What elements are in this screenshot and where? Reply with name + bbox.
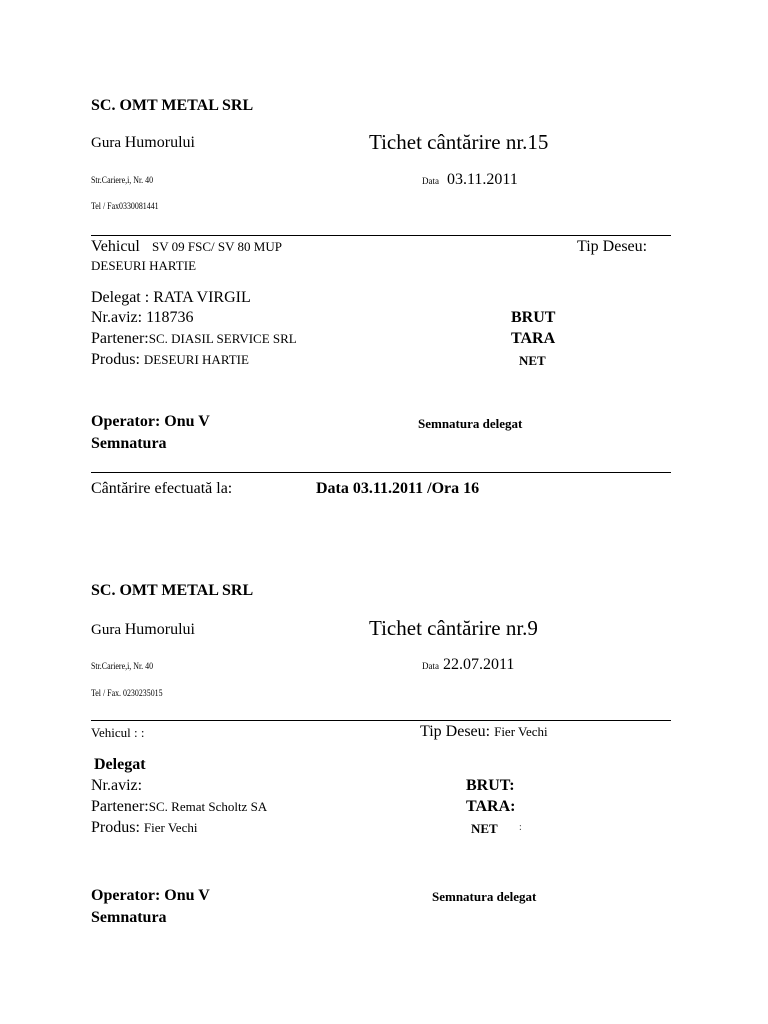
brut-label: BRUT: [466,777,515,794]
company-city [91,622,195,638]
waste-type-value: DESEURI HARTIE [91,258,197,273]
notice-label: Nr.aviz: [91,777,143,794]
date-value: 03.11.2011 [447,171,518,188]
waste-type-label: Tip Deseu: [577,238,648,255]
date-label: Data [422,176,439,186]
product-label: Produs: [91,819,140,836]
notice-row [91,310,194,326]
company-city [91,135,195,151]
signature-delegate-label: Semnatura delegat [418,416,523,431]
notice-label: Nr.aviz: [91,309,143,326]
weighing-value: Data 03.11.2011 /Ora 16 [316,480,480,497]
date-value: 22.07.2011 [443,656,515,673]
notice-value: 118736 [146,309,194,326]
product-value: DESEURI HARTIE [143,352,249,367]
operator-label: Operator: Onu V [91,887,210,904]
city-name: Humorului [124,621,195,638]
partner-row [91,331,297,347]
signature-delegate-label: Semnatura delegat [432,889,537,904]
signature-label: Semnatura [91,435,167,452]
delegate-label: Delegat : [91,289,150,306]
delegate-row [91,290,251,306]
city-prefix: Gura [91,135,125,151]
vehicle-label: Vehicul [91,238,140,255]
tara-label: TARA: [466,798,516,815]
signature-label: Semnatura [91,909,167,926]
operator-label: Operator: Onu V [91,413,210,430]
company-address: Str.Cariere,i, Nr. 40 [91,661,154,671]
net-label: NET [471,821,498,836]
product-value: Fier Vechi [143,820,198,835]
net-label: NET [519,353,546,368]
company-tel: Tel / Fax0330081441 [91,201,159,211]
city-name: Humorului [124,134,195,151]
company-name: SC. OMT METAL SRL [91,582,254,599]
brut-label: BRUT [511,309,556,326]
divider-line [91,472,671,473]
partner-label: Partener: [91,798,149,815]
partner-row [91,799,267,815]
ticket-title: Tichet cântărire nr.15 [369,130,549,154]
partner-label: Partener: [91,330,149,347]
vehicle-label: Vehicul : : [91,725,145,740]
partner-value: SC. Remat Scholtz SA [148,799,268,814]
ticket-title: Tichet cântărire nr.9 [369,616,538,640]
waste-type-value: Fier Vechi [494,724,548,739]
weighing-label: Cântărire efectuată la: [91,480,233,497]
company-tel: Tel / Fax. 0230235015 [91,688,163,698]
partner-value: SC. DIASIL SERVICE SRL [148,331,297,346]
net-colon: : [519,822,522,833]
product-row [91,352,249,368]
date-label: Data [422,661,439,671]
divider-line [91,235,671,236]
delegate-value: RATA VIRGIL [153,289,251,306]
vehicle-value: SV 09 FSC/ SV 80 MUP [152,239,282,254]
waste-type-label: Tip Deseu: [420,723,491,740]
delegate-label: Delegat [94,756,146,773]
waste-type-row [420,724,548,740]
tara-label: TARA [511,330,556,347]
company-name: SC. OMT METAL SRL [91,97,254,114]
city-prefix: Gura [91,622,125,638]
product-row [91,820,197,836]
company-address: Str.Cariere,i, Nr. 40 [91,175,154,185]
divider-line [91,720,671,721]
product-label: Produs: [91,351,140,368]
